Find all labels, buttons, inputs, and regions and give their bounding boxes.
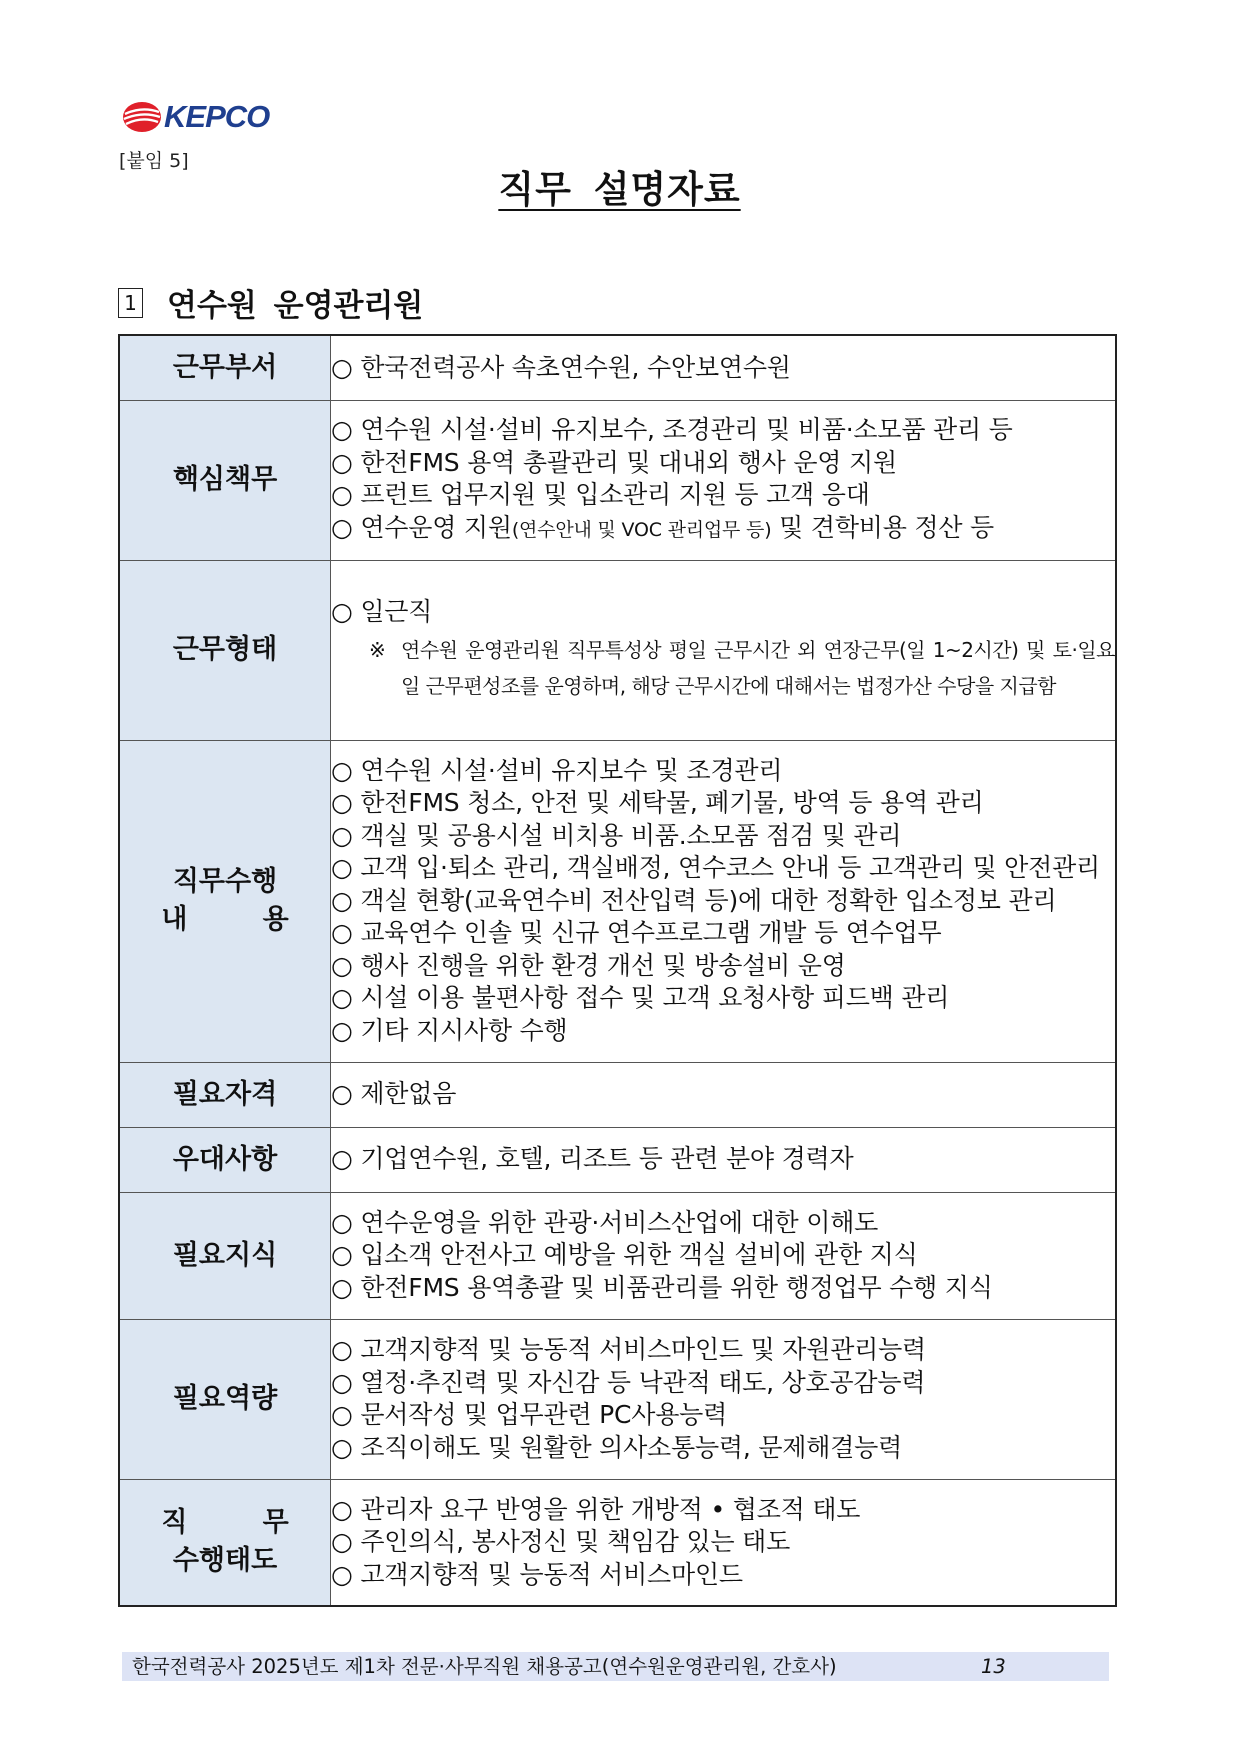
label-preference: 우대사항: [119, 1127, 331, 1192]
list-item: ○ 프런트 업무지원 및 입소관리 지원 등 고객 응대: [331, 480, 870, 509]
list-item: ○ 한국전력공사 속초연수원, 수안보연수원: [331, 352, 791, 382]
content-department: [331, 335, 1117, 400]
content-attitude: [331, 1479, 1117, 1606]
list-item: ○ 조직이해도 및 원활한 의사소통능력, 문제해결능력: [331, 1432, 903, 1462]
list-item: ○ 관리자 요구 반영을 위한 개방적 • 협조적 태도: [331, 1494, 861, 1524]
attachment-label: [붙임 5]: [119, 150, 189, 172]
content-competency: [331, 1319, 1117, 1479]
note-mark: ※: [369, 638, 386, 663]
row-core-duties: [119, 400, 1116, 560]
row-knowledge: [119, 1192, 1116, 1319]
list-item: ○ 고객지향적 및 능동적 서비스마인드: [331, 1559, 743, 1589]
list-item: ○ 입소객 안전사고 예방을 위한 객실 설비에 관한 지식: [331, 1240, 918, 1270]
list-item: ○ 일근직: [331, 596, 433, 626]
list-item: ○ 제한없음: [331, 1079, 457, 1109]
page-title: 직무 설명자료: [498, 168, 741, 211]
label-work-type: 근무형태: [119, 560, 331, 740]
job-description-table: [118, 334, 1117, 1607]
list-item: ○ 연수원 시설·설비 유지보수 및 조경관리: [331, 755, 783, 785]
footer-text: 한국전력공사 2025년도 제1차 전문·사무직원 채용공고(연수원운영관리원, 간호사): [132, 1655, 837, 1678]
list-item: ○ 한전FMS 청소, 안전 및 세탁물, 폐기물, 방역 등 용역 관리: [331, 788, 984, 818]
label-attitude: 직 무 수행태도: [119, 1479, 331, 1606]
list-item: ○ 기업연수원, 호텔, 리조트 등 관련 분야 경력자: [331, 1144, 854, 1174]
content-preference: [331, 1127, 1117, 1192]
label-knowledge: 필요지식: [119, 1192, 331, 1319]
list-item: ○ 한전FMS 용역총괄 및 비품관리를 위한 행정업무 수행 지식: [331, 1272, 993, 1302]
list-item: ○ 연수운영을 위한 관광·서비스산업에 대한 이해도: [331, 1207, 879, 1237]
page-footer: [122, 1652, 1109, 1681]
content-job-duties: [331, 740, 1117, 1062]
content-core-duties: [331, 400, 1117, 560]
section-title: 연수원 운영관리원: [167, 288, 424, 324]
list-item: ○ 고객지향적 및 능동적 서비스마인드 및 자원관리능력: [331, 1335, 926, 1364]
kepco-logo-text: KEPCO: [164, 99, 270, 134]
section-number: 1: [118, 288, 143, 318]
label-qualification: 필요자격: [119, 1062, 331, 1127]
list-item: ○ 문서작성 및 업무관련 PC사용능력: [331, 1400, 728, 1429]
page-number: 13: [981, 1655, 1006, 1678]
list-item: ○ 객실 현황(교육연수비 전산입력 등)에 대한 정확한 입소정보 관리: [331, 885, 1057, 915]
list-item: ○ 한전FMS 용역 총괄관리 및 대내외 행사 운영 지원: [331, 447, 897, 477]
row-preference: [119, 1127, 1116, 1192]
list-item: ○ 연수운영 지원(연수안내 및 VOC 관리업무 등) 및 견학비용 정산 등: [331, 512, 995, 542]
row-work-type: [119, 560, 1116, 740]
content-knowledge: [331, 1192, 1117, 1319]
list-item: ○ 기타 지시사항 수행: [331, 1015, 568, 1045]
list-item: ○ 주인의식, 봉사정신 및 책임감 있는 태도: [331, 1527, 791, 1556]
content-qualification: [331, 1062, 1117, 1127]
label-core-duties: 핵심책무: [119, 400, 331, 560]
row-attitude: [119, 1479, 1116, 1606]
row-department: [119, 335, 1116, 400]
list-item: ○ 교육연수 인솔 및 신규 연수프로그램 개발 등 연수업무: [331, 918, 942, 948]
row-competency: [119, 1319, 1116, 1479]
work-type-note: ※ 연수원 운영관리원 직무특성상 평일 근무시간 외 연장근무(일 1~2시간) 및 토·일요일 근무편성조를 운영하며, 해당 근무시간에 대해서는 법정가산 수당을 지급함: [345, 632, 1115, 704]
row-qualification: [119, 1062, 1116, 1127]
label-department: 근무부서: [119, 335, 331, 400]
list-item: ○ 행사 진행을 위한 환경 개선 및 방송설비 운영: [331, 950, 846, 980]
content-work-type: [331, 560, 1117, 740]
section-heading: [118, 280, 423, 325]
label-competency: 필요역량: [119, 1319, 331, 1479]
kepco-logo-mark-icon: [122, 100, 162, 134]
label-job-duties: 직무수행 내 용: [119, 740, 331, 1062]
list-item: ○ 열정·추진력 및 자신감 등 낙관적 태도, 상호공감능력: [331, 1367, 926, 1397]
kepco-logo: [122, 100, 269, 134]
list-item: ○ 시설 이용 불편사항 접수 및 고객 요청사항 피드백 관리: [331, 983, 950, 1013]
inline-note: (연수안내 및 VOC 관리업무 등): [511, 518, 772, 541]
list-item: ○ 연수원 시설·설비 유지보수, 조경관리 및 비품·소모품 관리 등: [331, 415, 1013, 444]
list-item: ○ 고객 입·퇴소 관리, 객실배정, 연수코스 안내 등 고객관리 및 안전관리: [331, 853, 1100, 883]
row-job-duties: [119, 740, 1116, 1062]
list-item: ○ 객실 및 공용시설 비치용 비품.소모품 점검 및 관리: [331, 820, 902, 850]
